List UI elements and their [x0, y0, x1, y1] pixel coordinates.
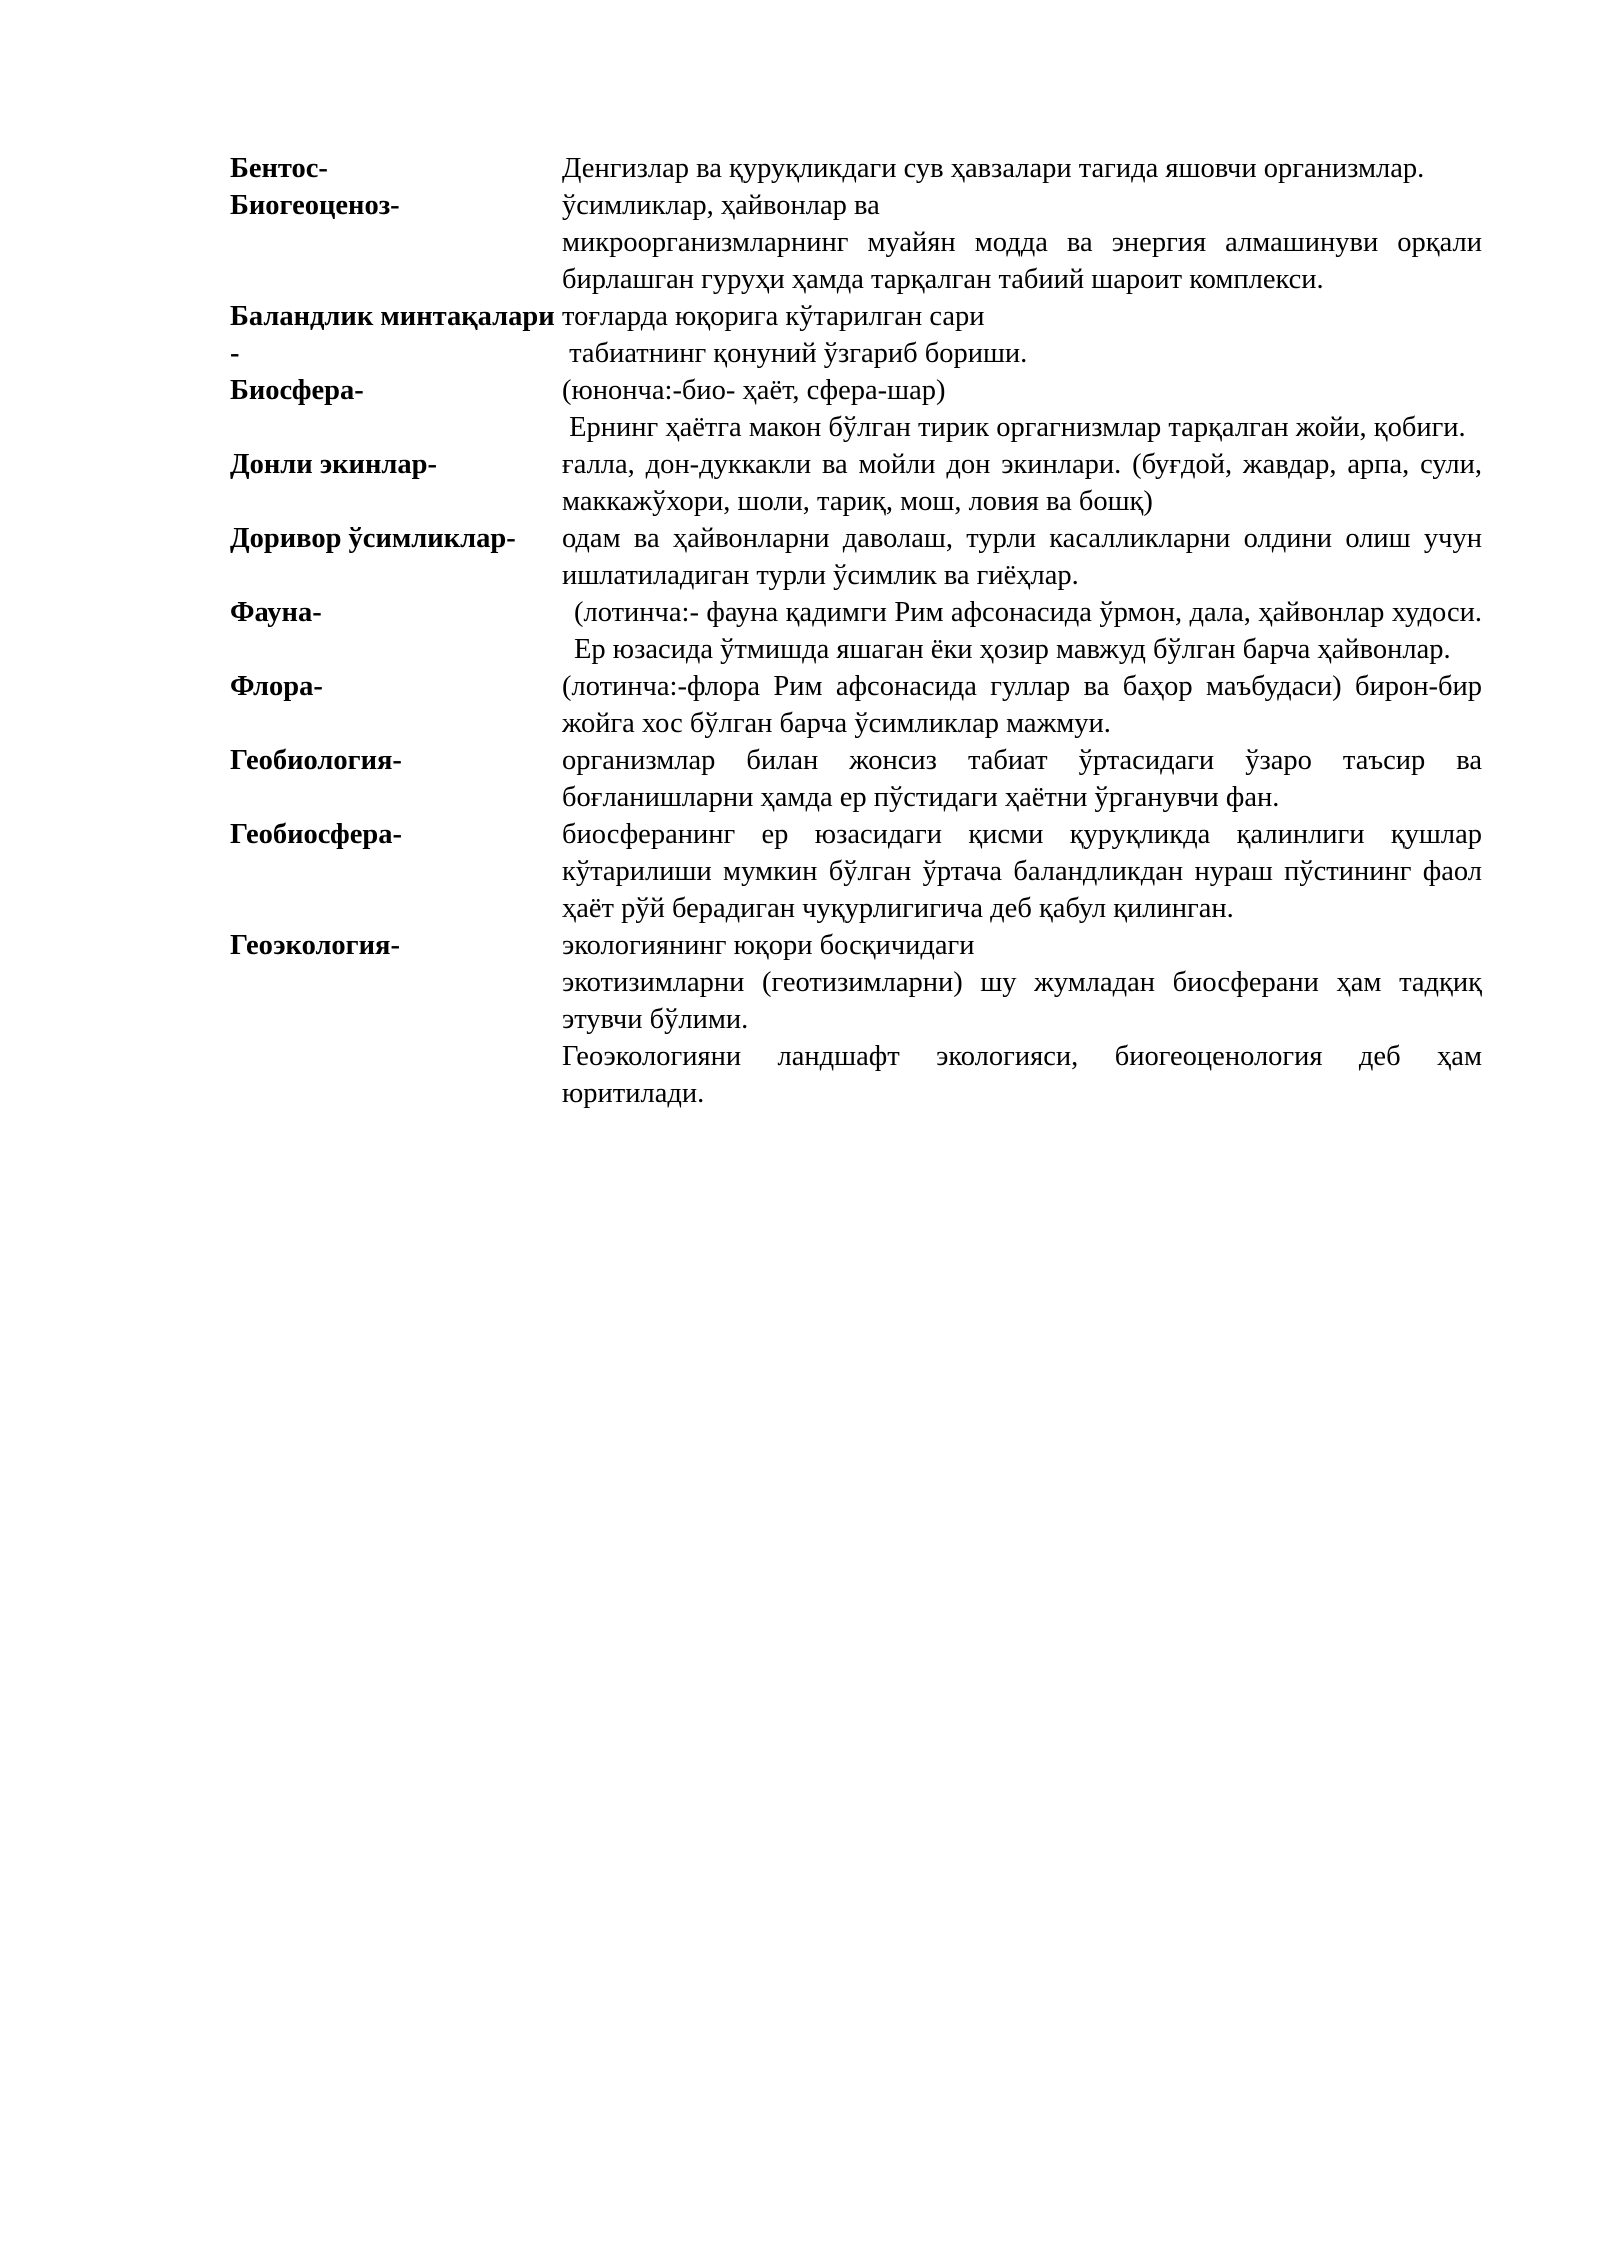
term: Геобиосфера- [230, 819, 403, 850]
definition-line: Ернинг ҳаётга макон бўлган тирик оргагнизмлар тарқалган жойи, қобиги. [562, 412, 1466, 443]
glossary-entry-dorivor [230, 520, 1482, 594]
definition-line: организмлар билан жонсиз табиат ўртасидаги ўзаро таъсир ва боғланишларни ҳамда ер пўстидаги ҳаётни ўрганувчи фан. [562, 745, 1482, 813]
glossary-entry-biogeocenoz [230, 187, 1482, 298]
definition [562, 150, 1482, 187]
definition-line: тоғларда юқорига кўтарилган сари [562, 301, 985, 332]
definition [562, 742, 1482, 816]
definition-line: Геоэкологияни ландшафт экологияси, биогеоценология деб ҳам юритилади. [562, 1041, 1482, 1109]
glossary-entry-geobiosfera [230, 816, 1482, 927]
term: Биогеоценоз- [230, 190, 400, 221]
term: Баландлик минтақалари - [230, 301, 555, 369]
glossary [230, 150, 1482, 1112]
term: Флора- [230, 671, 323, 702]
definition-line: биосферанинг ер юзасидаги қисми қуруқликда қалинлиги қушлар кўтарилиши мумкин бўлган ўртача баландликдан нураш пўстининг фаол ҳаёт рўй берадиган чуқурлигигича деб қабул қилинган. [562, 819, 1482, 924]
glossary-entry-geoekologiya [230, 927, 1482, 1112]
definition [562, 446, 1482, 520]
definition [562, 668, 1482, 742]
definition-line: микроорганизмларнинг муайян модда ва энергия алмашинуви орқали бирлашган гуруҳи ҳамда тарқалган табиий шароит комплекси. [562, 227, 1482, 295]
definition [562, 927, 1482, 1112]
definition [562, 372, 1482, 446]
glossary-entry-fauna [230, 594, 1482, 668]
definition-line: экотизимларни (геотизимларни) шу жумладан биосферани ҳам тадқиқ этувчи бўлими. [562, 967, 1482, 1035]
definition-line: ўсимликлар, ҳайвонлар ва [562, 190, 880, 221]
definition-line: экологиянинг юқори босқичидаги [562, 930, 975, 961]
term: Донли экинлар- [230, 449, 437, 480]
definition [562, 594, 1482, 668]
definition [562, 187, 1482, 298]
definition-line: ғалла, дон-дуккакли ва мойли дон экинлари. (буғдой, жавдар, арпа, сули, маккажўхори, шоли, тариқ, мош, ловия ва бошқ) [562, 449, 1482, 517]
term: Геобиология- [230, 745, 402, 776]
definition-line: (лотинча:-флора Рим афсонасида гуллар ва баҳор маъбудаси) бирон-бир жойга хос бўлган барча ўсимликлар мажмуи. [562, 671, 1482, 739]
glossary-entry-flora [230, 668, 1482, 742]
definition [562, 298, 1482, 372]
term: Доривор ўсимликлар- [230, 523, 516, 554]
term: Геоэкология- [230, 930, 400, 961]
term: Бентос- [230, 153, 328, 184]
glossary-entry-balandlik [230, 298, 1482, 372]
definition-line: одам ва ҳайвонларни даволаш, турли касалликларни олдини олиш учун ишлатиладиган турли ўсимлик ва гиёҳлар. [562, 523, 1482, 591]
definition-line: (лотинча:- фауна қадимги Рим афсонасида ўрмон, дала, ҳайвонлар худоси. Ер юзасида ўтмишда яшаган ёки ҳозир мавжуд бўлган барча ҳайвонлар. [574, 597, 1482, 665]
glossary-entry-geobiologiya [230, 742, 1482, 816]
definition-line: (юнонча:-био- ҳаёт, сфера-шар) [562, 375, 946, 406]
definition [562, 816, 1482, 927]
term: Биосфера- [230, 375, 364, 406]
term: Фауна- [230, 597, 322, 628]
definition-line: Денгизлар ва қуруқликдаги сув ҳавзалари тагида яшовчи организмлар. [562, 153, 1425, 184]
definition-line: табиатнинг қонуний ўзгариб бориши. [562, 338, 1028, 369]
glossary-entry-bentos [230, 150, 1482, 187]
glossary-entry-biosfera [230, 372, 1482, 446]
glossary-entry-donli-ekinlar [230, 446, 1482, 520]
definition [562, 520, 1482, 594]
